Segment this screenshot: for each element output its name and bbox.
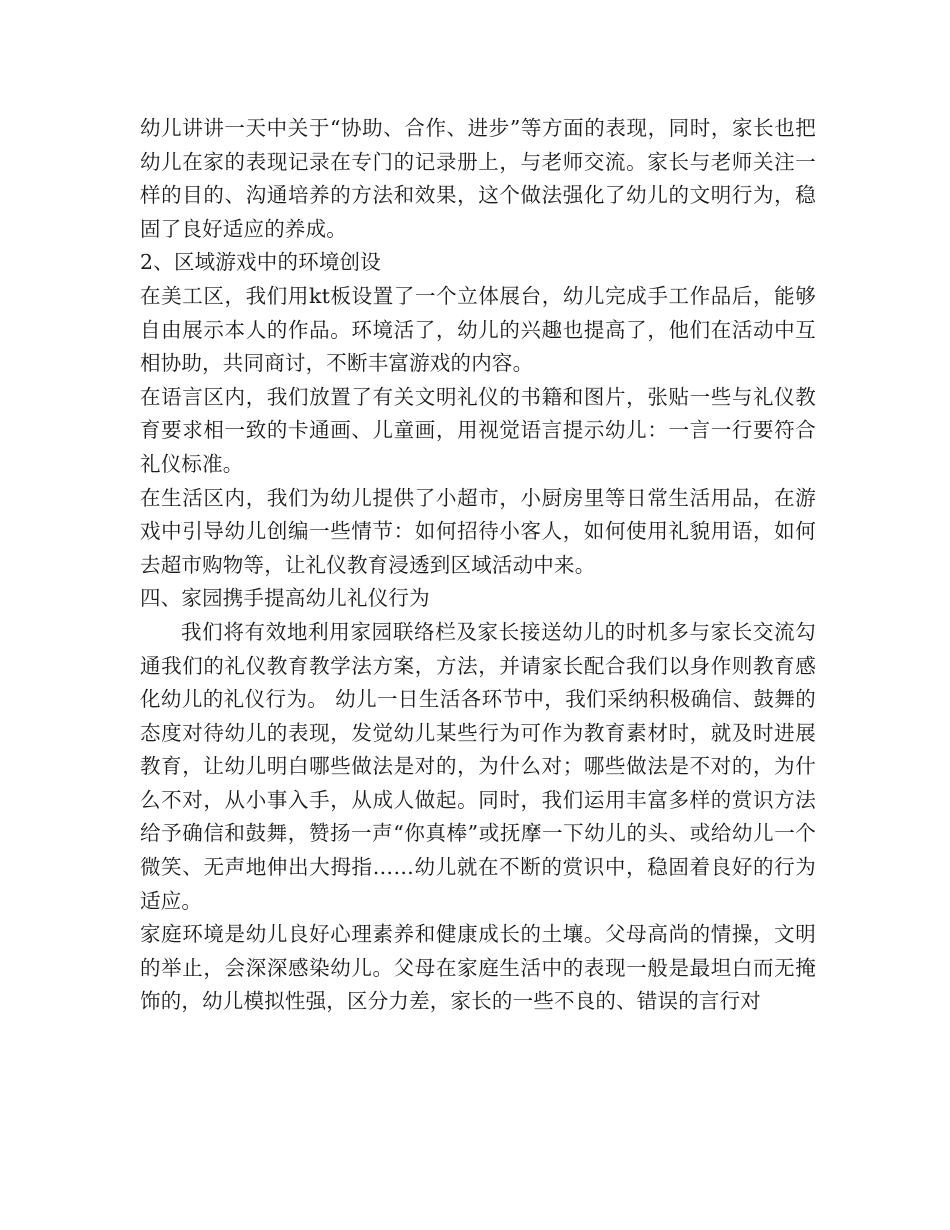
section-heading-home-school: 四、家园携手提高幼儿礼仪行为 [140,586,430,611]
paragraph-language-area: 在语言区内，我们放置了有关文明礼仪的书籍和图片，张贴一些与礼仪教育要求相一致的卡通画、儿童画，用视觉语言提示幼儿：一言一行要符合礼仪标准。 [140,384,816,476]
paragraph-family-cooperation: 幼儿讲讲一天中关于“协助、合作、进步”等方面的表现，同时，家长也把幼儿在家的表现记录在专门的记录册上，与老师交流。家长与老师关注一样的目的、沟通培养的方法和效果，这个做法强化了幼儿的文明行为，稳固了良好适应的养成。 [140,116,816,241]
paragraph-art-area: 在美工区，我们用kt板设置了一个立体展台，幼儿完成手工作品后，能够自由展示本人的作品。环境活了，幼儿的兴趣也提高了，他们在活动中互相协助，共同商讨，不断丰富游戏的内容。 [140,283,816,376]
paragraph-home-school-contact: 我们将有效地利用家园联络栏及家长接送幼儿的时机多与家长交流勾通我们的礼仪教育教学法方案，方法，并请家长配合我们以身作则教育感化幼儿的礼仪行为。 幼儿一日生活各环节中，我们采纳积极确信、鼓舞的态度对待幼儿的表现，发觉幼儿某些行为可作为教育素材时，就及时进展教育，让幼儿明白哪些做法是对的，为什么对；哪些做法是不对的，为什么不对，从小事入手，从成人做起。同时，我们运用丰富多样的赏识方法给予确信和鼓舞，赞扬一声“你真棒”或抚摩一下幼儿的头、或给幼儿一个微笑、无声地伸出大拇指……幼儿就在不断的赏识中，稳固着良好的行为适应。 [140,619,816,913]
section-heading-area-games: 2、区域游戏中的环境创设 [140,250,381,275]
document-body [140,112,816,1019]
paragraph-family-environment: 家庭环境是幼儿良好心理素养和健康成长的土壤。父母高尚的情操，文明的举止，会深深感染幼儿。父母在家庭生活中的表现一般是最坦白而无掩饰的，幼儿模拟性强，区分力差，家长的一些不良的、错误的言行对 [140,922,816,1014]
paragraph-life-area: 在生活区内，我们为幼儿提供了小超市，小厨房里等日常生活用品，在游戏中引导幼儿创编一些情节：如何招待小客人，如何使用礼貌用语，如何去超市购物等，让礼仪教育浸透到区域活动中来。 [140,485,816,577]
